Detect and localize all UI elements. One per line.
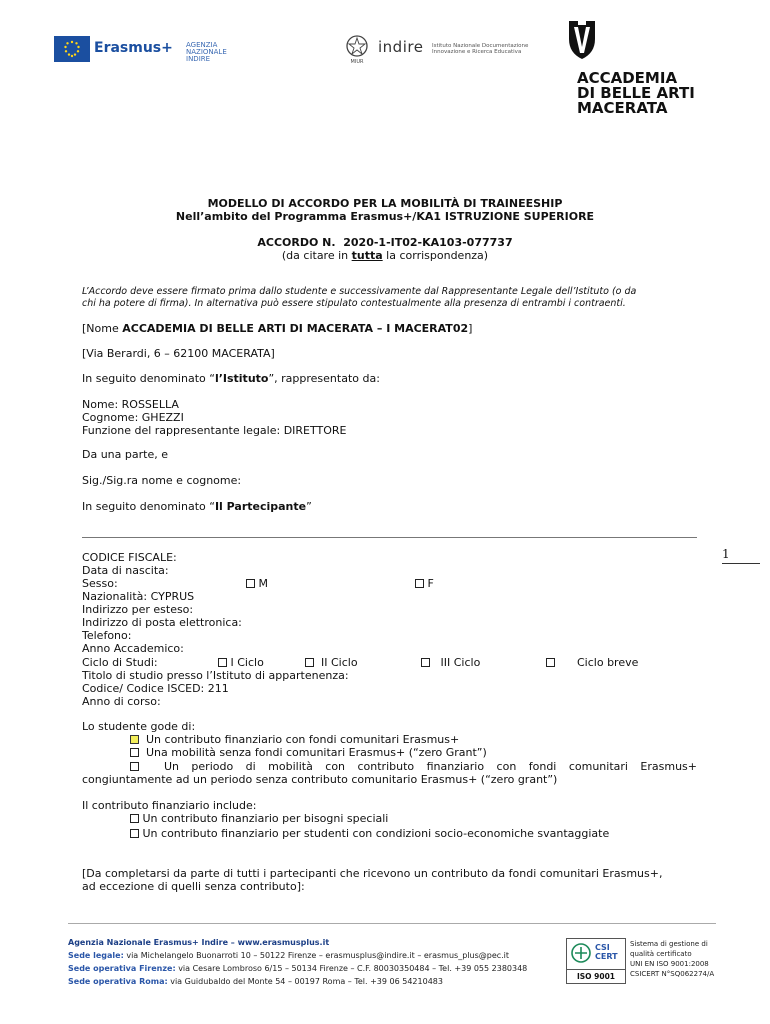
document-title: MODELLO DI ACCORDO PER LA MOBILITÀ DI TRAINEESHIP	[207, 197, 563, 210]
accordo-number: ACCORDO N. 2020-1-IT02-KA103-077737	[257, 236, 513, 249]
ciclo-2-option[interactable]: II Ciclo	[305, 656, 358, 669]
gode-option-3-checkbox[interactable]	[130, 762, 139, 771]
intro-line-1: L’Accordo deve essere firmato prima dallo studente e successivamente dal Rappresentante Legale dell’Istituto (o da	[82, 286, 637, 297]
footnote-marker: 1	[722, 547, 730, 561]
footer-sede-firenze: Sede operativa Firenze: via Cesare Lombroso 6/15 – 50134 Firenze – C.F. 80030350484 – Tel. +39 055 2380348	[68, 964, 528, 973]
quality-cert-text: Sistema di gestione di qualità certificato UNI EN ISO 9001:2008 CSICERT N°SQ062274/A	[630, 940, 715, 978]
section-divider	[82, 537, 697, 538]
gode-option-2-checkbox[interactable]	[130, 748, 139, 757]
footer-sede-legale: Sede legale: via Michelangelo Buonarroti 10 – 50122 Firenze – erasmusplus@indire.it – erasmus_plus@pec.it	[68, 951, 510, 960]
sesso-m-option[interactable]: M	[246, 577, 268, 590]
sesso-f-option[interactable]: F	[415, 577, 434, 590]
contributo-option-2-checkbox[interactable]	[130, 829, 139, 838]
email-label: Indirizzo di posta elettronica:	[82, 616, 242, 629]
contributo-option-2[interactable]: Un contributo finanziario per studenti con condizioni socio-economiche svantaggiate	[130, 827, 609, 840]
footer-divider	[68, 923, 716, 924]
erasmus-logo	[54, 36, 176, 64]
gode-option-2[interactable]: Una mobilità senza fondi comunitari Erasmus+ (“zero Grant”)	[130, 746, 487, 759]
data-nascita-label: Data di nascita:	[82, 564, 169, 577]
eu-flag-icon	[54, 36, 90, 62]
ciclo-2-checkbox[interactable]	[305, 658, 314, 667]
ciclo-1-checkbox[interactable]	[218, 658, 227, 667]
sesso-m-checkbox[interactable]	[246, 579, 255, 588]
footer-agency: Agenzia Nazionale Erasmus+ Indire – www.erasmusplus.it	[68, 938, 330, 947]
accademia-name: ACCADEMIA DI BELLE ARTI MACERATA	[577, 69, 695, 117]
footnote-rule	[722, 563, 760, 564]
gode-label: Lo studente gode di:	[82, 720, 196, 733]
intro-line-2: chi ha potere di firma). In alternativa può essere stipulato contestualmente alla presenza di entrambi i contraenti.	[82, 298, 626, 309]
institute-denominato: In seguito denominato “l’Istituto”, rappresentato da:	[82, 372, 380, 385]
sesso-label: Sesso:	[82, 577, 118, 590]
agenzia-nazionale-logo-text: AGENZIA NAZIONALE INDIRE	[186, 41, 227, 63]
telefono-label: Telefono:	[82, 629, 132, 642]
gode-option-3-continued: congiuntamente ad un periodo senza contributo comunitario Erasmus+ (“zero grant”)	[82, 773, 558, 786]
indire-logo-text: indire	[378, 38, 424, 56]
participant-name-label: Sig./Sig.ra nome e cognome:	[82, 474, 242, 487]
titolo-label: Titolo di studio presso l’Istituto di appartenenza:	[82, 669, 349, 682]
ciclo-3-option[interactable]: III Ciclo	[421, 656, 480, 669]
indire-subtitle: Istituto Nazionale Documentazione Innovazione e Ricerca Educativa	[432, 43, 529, 55]
ciclo-breve-checkbox[interactable]	[546, 658, 555, 667]
anno-accademico-label: Anno Accademico:	[82, 642, 184, 655]
document-subtitle: Nell’ambito del Programma Erasmus+/KA1 ISTRUZIONE SUPERIORE	[175, 210, 595, 223]
gode-option-1[interactable]: Un contributo finanziario con fondi comunitari Erasmus+	[130, 733, 459, 746]
csi-cert-label: CSI CERT	[595, 943, 618, 961]
gode-option-1-checkbox[interactable]	[130, 735, 139, 744]
indirizzo-label: Indirizzo per esteso:	[82, 603, 194, 616]
anno-corso-label: Anno di corso:	[82, 695, 161, 708]
gode-option-3[interactable]: Un periodo di mobilità con contributo finanziario con fondi comunitari Erasmus+	[130, 760, 697, 773]
nazionalita-label: Nazionalità: CYPRUS	[82, 590, 195, 603]
miur-label: MIUR	[350, 59, 364, 64]
institute-name: [Nome ACCADEMIA DI BELLE ARTI DI MACERATA – I MACERAT02]	[82, 322, 473, 335]
ciclo-3-checkbox[interactable]	[421, 658, 430, 667]
cite-note: (da citare in tutta la corrispondenza)	[281, 249, 489, 262]
contributo-option-1[interactable]: Un contributo finanziario per bisogni speciali	[130, 812, 388, 825]
iso-label: ISO 9001	[567, 969, 625, 981]
miur-emblem-icon	[344, 34, 370, 64]
contributo-option-1-checkbox[interactable]	[130, 814, 139, 823]
accademia-crest-icon	[566, 19, 598, 61]
participant-denominato: In seguito denominato “Il Partecipante”	[82, 500, 312, 513]
ciclo-breve-option[interactable]: Ciclo breve	[546, 656, 638, 669]
csi-cert-badge	[566, 938, 626, 984]
completare-line-2: ad eccezione di quelli senza contributo]:	[82, 880, 305, 893]
institute-address: [Via Berardi, 6 – 62100 MACERATA]	[82, 347, 275, 360]
da-una-parte: Da una parte, e	[82, 448, 168, 461]
ciclo-1-option[interactable]: I Ciclo	[218, 656, 264, 669]
completare-line-1: [Da completarsi da parte di tutti i partecipanti che ricevono un contributo da fondi comunitari Erasmus+,	[82, 867, 663, 880]
ciclo-label: Ciclo di Studi:	[82, 656, 158, 669]
footer-sede-roma: Sede operativa Roma: via Guidubaldo del Monte 54 – 00197 Roma – Tel. +39 06 54210483	[68, 977, 443, 986]
rep-cognome: Cognome: GHEZZI	[82, 411, 184, 424]
rep-funzione: Funzione del rappresentante legale: DIRETTORE	[82, 424, 347, 437]
codice-fiscale-label: CODICE FISCALE:	[82, 551, 177, 564]
contributo-label: Il contributo finanziario include:	[82, 799, 257, 812]
isced-label: Codice/ Codice ISCED: 211	[82, 682, 229, 695]
csi-cert-icon	[570, 942, 592, 964]
erasmus-logo-text: Erasmus+	[94, 40, 173, 56]
rep-nome: Nome: ROSSELLA	[82, 398, 179, 411]
sesso-f-checkbox[interactable]	[415, 579, 424, 588]
